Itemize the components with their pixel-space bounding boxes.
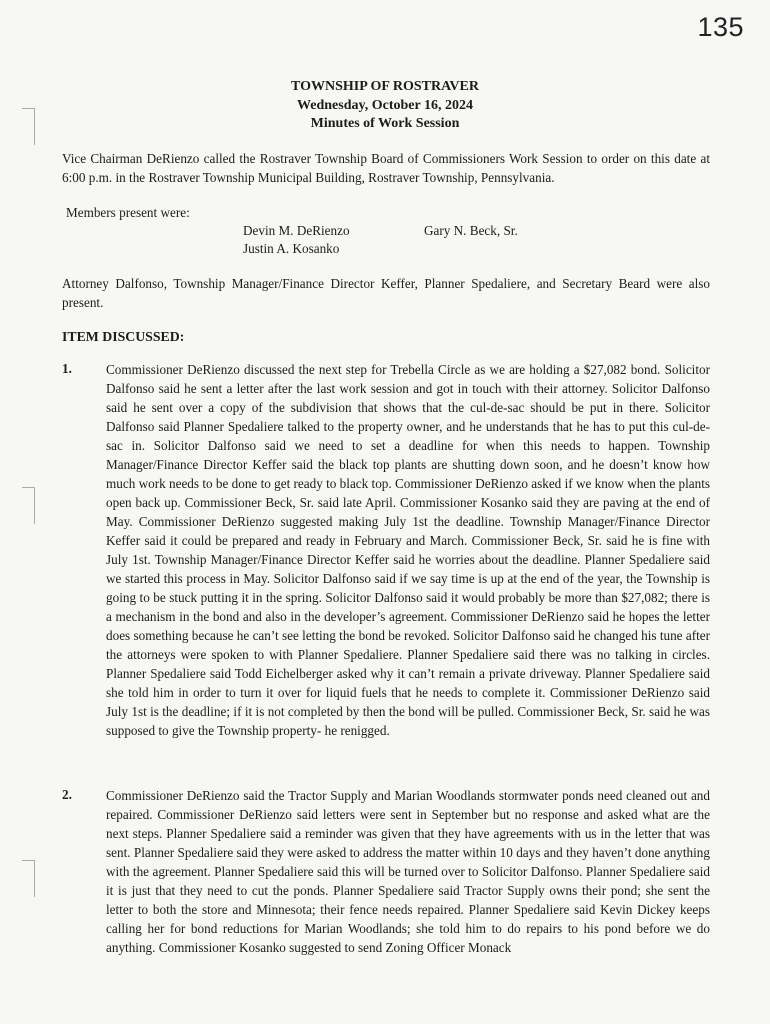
document-subtitle: Minutes of Work Session	[310, 116, 460, 131]
page-number: 135	[697, 12, 744, 42]
item-number: 1.	[62, 361, 72, 376]
items-heading: ITEM DISCUSSED:	[62, 329, 185, 344]
margin-mark	[22, 860, 35, 897]
item-number: 2.	[62, 787, 72, 802]
margin-mark	[22, 487, 35, 524]
member-name: Justin A. Kosanko	[243, 241, 340, 256]
document-title: TOWNSHIP OF ROSTRAVER	[290, 79, 479, 94]
members-label: Members present were:	[66, 205, 190, 220]
item-text: Commissioner DeRienzo discussed the next step for Trebella Circle as we are holding a $27,082 bond. Solicitor Dalfonso said he sent a letter after the last work session and got in touch with their attorney. Solicitor Dalfonso said he sent over a copy of the subdivision that shows that the cul-de-sac should be put in there. Solicitor Dalfonso said Planner Spedaliere talked to the property owner, and he understands that he has to put this cul-de-sac in. Solicitor Dalfonso said we need to set a deadline for when this needs to happen. Township Manager/Finance Director Keffer said the black top plants are shutting down soon, and he doesn’t know how much work needs to be done to get ready to black top. Commissioner DeRienzo asked if we know when the plants open back up. Commissioner Beck, Sr. said late April. Commissioner Kosanko said they are paving at the end of May. Commissioner DeRienzo suggested making July 1st the deadline. Township Manager/Finance Director Keffer said it could be prepared and ready in February and March. Commissioner Beck, Sr. said he is fine with July 1st. Township Manager/Finance Director Keffer said he worries about the deadline. Planner Spedaliere said we started this process in May. Solicitor Dalfonso said if we say time is up at the end of the year, the Township is going to be stuck putting it in the spring. Solicitor Dalfonso said it would probably be more than $27,082; there is a mechanism in the bond and also in the developer’s agreement. Commissioner DeRienzo said he hopes the letter does something because he can’t see letting the bond be revoked. Solicitor Dalfonso said he changed his tune after the attorneys were spoken to with Planner Spedaliere. Planner Spedaliere said there was no talking in circles. Planner Spedaliere said Todd Eichelberger asked why it can’t remain a private driveway. Planner Spedaliere said she told him in order to turn it over for liquid fuels that he needs to complete it. Commissioner DeRienzo said July 1st is the deadline; if it is not completed by then the bond will be pulled. Commissioner Beck, Sr. said he was supposed to give the Township property- he renigged.	[106, 362, 710, 738]
meeting-date: Wednesday, October 16, 2024	[297, 97, 473, 113]
member-name: Gary N. Beck, Sr.	[424, 223, 518, 238]
item-text: Commissioner DeRienzo said the Tractor Supply and Marian Woodlands stormwater ponds need cleaned out and repaired. Commissioner DeRienzo said letters were sent in September but no response and asked what are the next steps. Planner Spedaliere said a reminder was given that they have agreements with us in the letter that was sent. Planner Spedaliere said they were asked to address the matter within 10 days and they haven’t done anything with the agreement. Planner Spedaliere said this will be turned over to Solicitor Dalfonso. Planner Spedaliere said it is just that they need to cut the ponds. Planner Spedaliere said Tractor Supply owns their pond; she sent the letter to both the store and Minnesota; their fence needs repaired. Planner Spedaliere said Kevin Dickey keeps calling her for bond reductions for Marian Woodlands; she told him to do repairs to his pond before we do anything. Commissioner Kosanko suggested to send Zoning Officer Monack	[106, 788, 710, 955]
member-name: Devin M. DeRienzo	[243, 223, 350, 238]
document-heading	[0, 78, 770, 134]
also-present-paragraph: Attorney Dalfonso, Township Manager/Finance Director Keffer, Planner Spedaliere, and Secretary Beard were also present.	[62, 276, 710, 310]
intro-paragraph: Vice Chairman DeRienzo called the Rostraver Township Board of Commissioners Work Session to order on this date at 6:00 p.m. in the Rostraver Township Municipal Building, Rostraver Township, Pennsylvania.	[62, 151, 710, 185]
